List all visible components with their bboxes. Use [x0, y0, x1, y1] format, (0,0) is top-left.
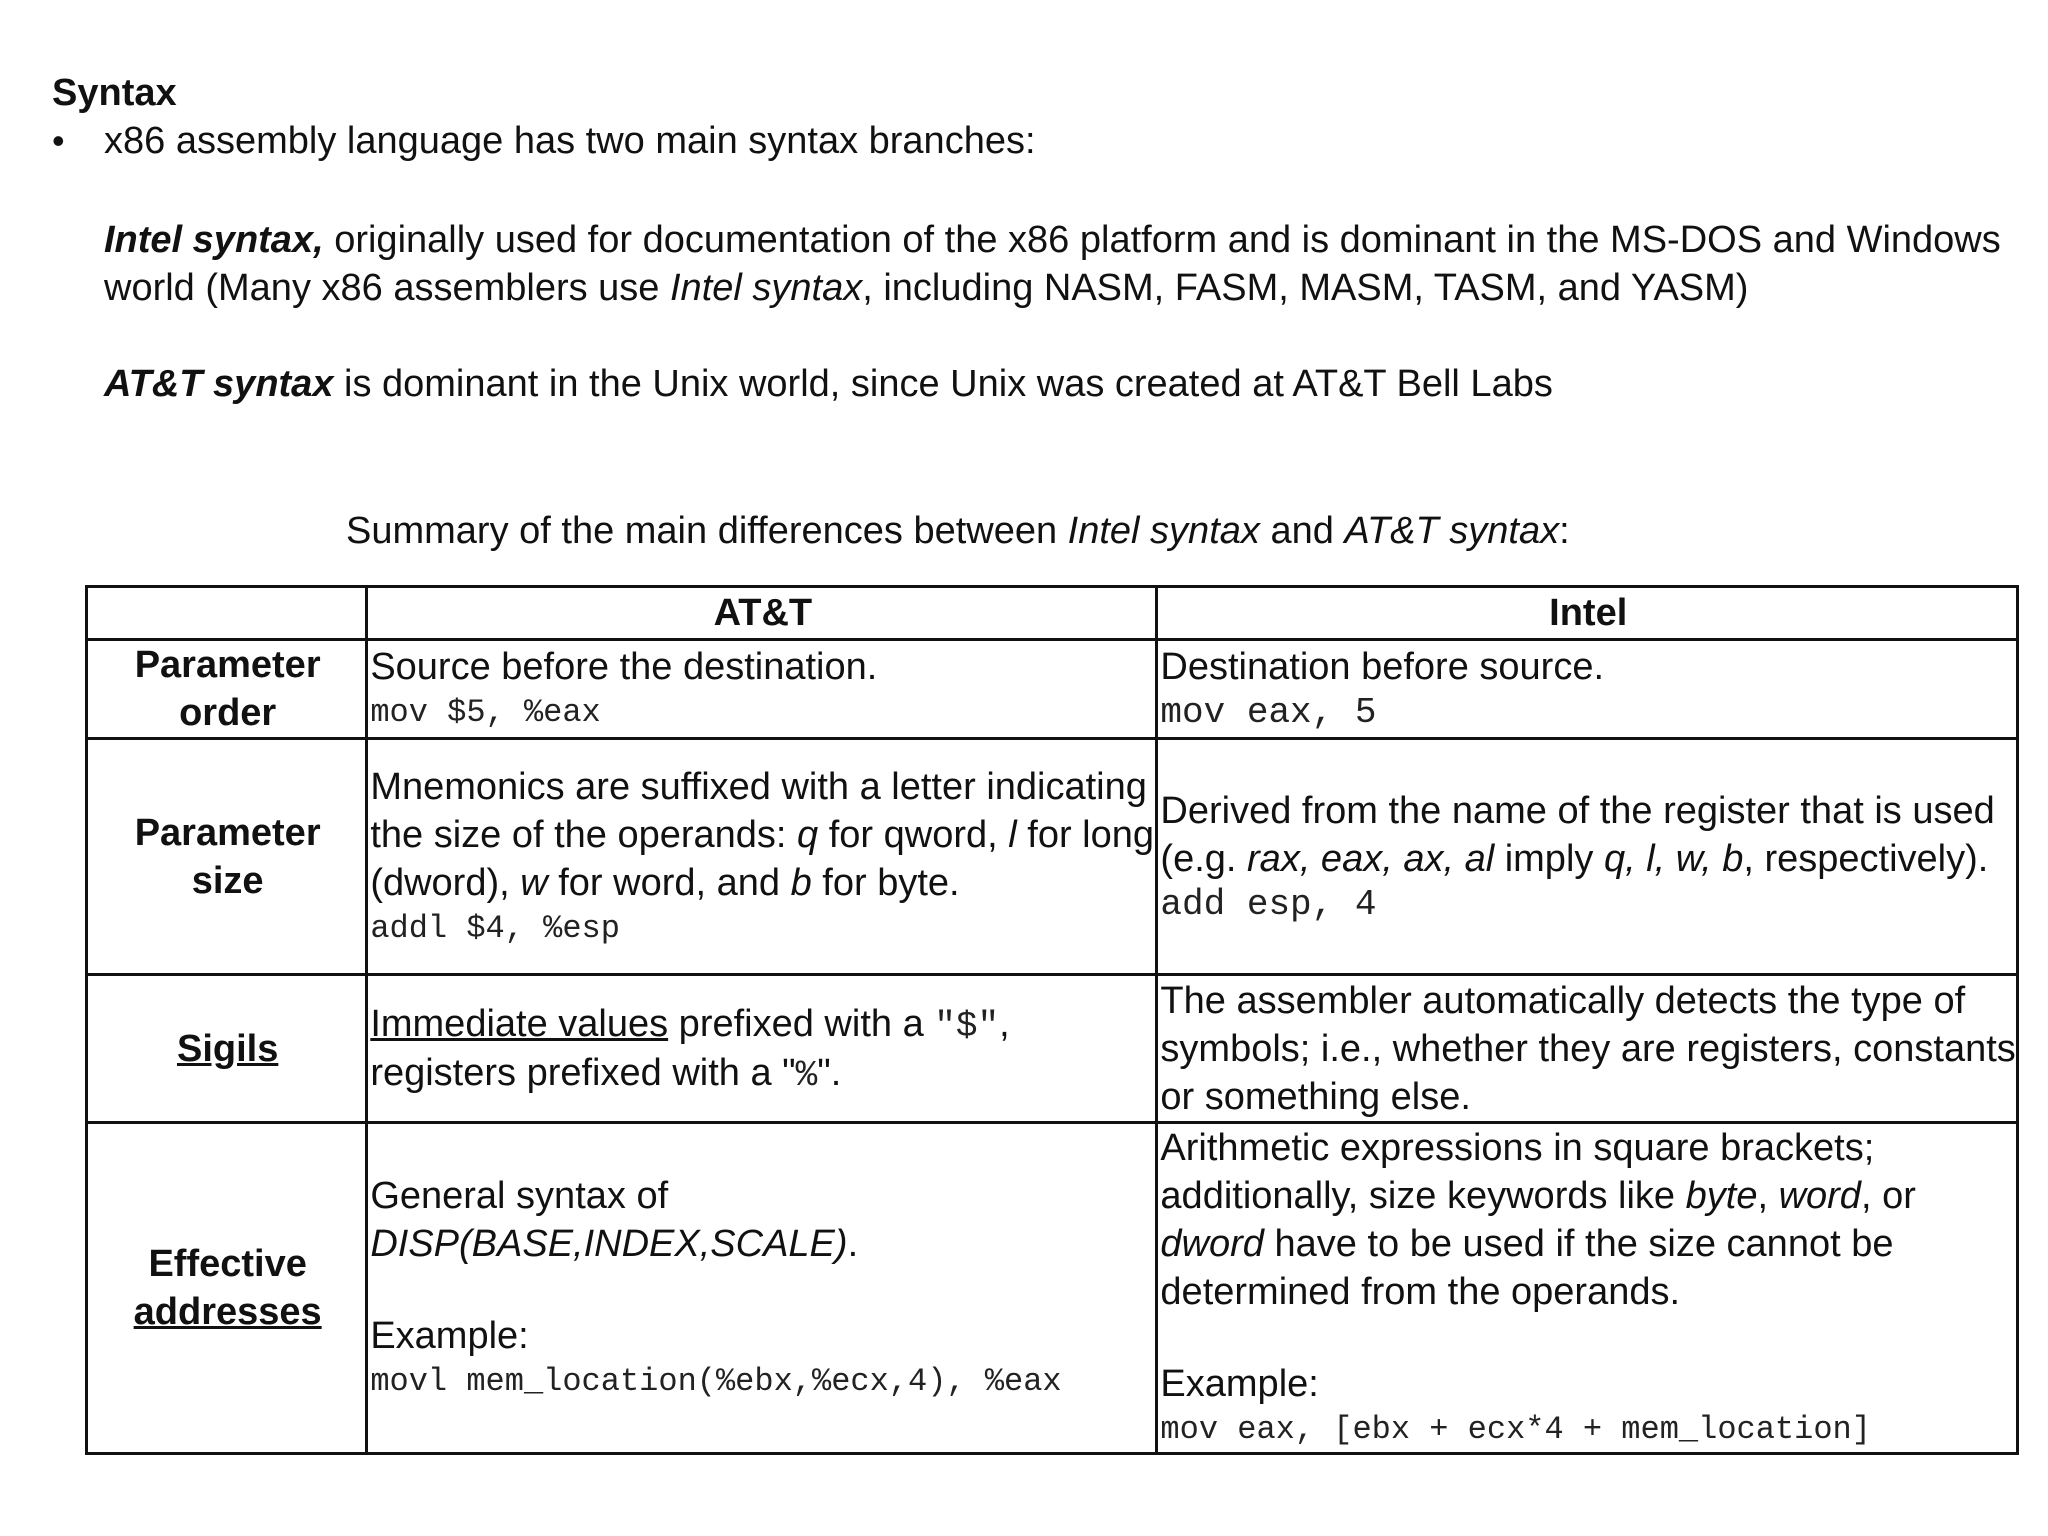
caption-mid: and	[1259, 510, 1345, 552]
att-text: is dominant in the Unix world, since Unix was created at AT&T Bell Labs	[333, 363, 1553, 405]
att-cell	[367, 975, 1157, 1123]
code-sample: mov eax, [ebx + ecx*4 + mem_location]	[1160, 1411, 1871, 1448]
addresses-link[interactable]: addresses	[133, 1291, 322, 1333]
label-line: Parameter	[134, 644, 321, 686]
label-line: Effective	[148, 1243, 307, 1285]
intel-cell	[1157, 640, 2018, 739]
cell-text: Derived from the name of the register that is used (e.g. rax, eax, ax, al imply q, l, w, b, respectively).	[1160, 789, 1995, 880]
cell-text: Arithmetic expressions in square brackets; additionally, size keywords like byte, word, or dword have to be used if the size cannot be determined from the operands.	[1160, 1127, 1916, 1313]
intel-term-italic: Intel syntax	[670, 267, 863, 309]
caption-intel: Intel syntax	[1067, 510, 1260, 552]
bullet-icon: •	[52, 120, 65, 161]
section-heading: Syntax	[52, 72, 177, 114]
table-row	[87, 640, 2018, 739]
code-sample: mov eax, 5	[1160, 692, 1377, 733]
example-label: Example:	[1160, 1363, 1319, 1405]
table-row	[87, 739, 2018, 975]
row-label-parameter-size	[87, 739, 367, 975]
cell-text: Source before the destination.	[370, 646, 878, 688]
cell-text: The assembler automatically detects the type of symbols; i.e., whether they are registers, constants or something else.	[1160, 979, 2016, 1118]
intel-text-b: , including NASM, FASM, MASM, TASM, and YASM)	[862, 267, 1749, 309]
row-label-parameter-order	[87, 640, 367, 739]
cell-text: DISP(BASE,INDEX,SCALE).	[370, 1223, 859, 1265]
example-label: Example:	[370, 1315, 529, 1357]
row-label-sigils[interactable]	[87, 975, 367, 1123]
table-caption	[346, 510, 1570, 553]
code-sample: mov $5, %eax	[370, 694, 601, 731]
intel-term: Intel syntax,	[104, 219, 324, 261]
cell-text: Immediate values prefixed with a "$", registers prefixed with a "%".	[370, 1002, 1010, 1096]
intel-cell	[1157, 739, 2018, 975]
header-att: AT&T	[367, 587, 1157, 640]
caption-prefix: Summary of the main differences between	[346, 510, 1068, 552]
intel-cell	[1157, 1123, 2018, 1454]
row-label-effective-addresses	[87, 1123, 367, 1454]
label-line: Parameter	[134, 811, 321, 854]
sigils-link[interactable]: Sigils	[176, 1027, 279, 1070]
att-cell	[367, 640, 1157, 739]
att-cell	[367, 1123, 1157, 1454]
header-empty-cell	[87, 587, 367, 640]
caption-suffix: :	[1559, 510, 1570, 552]
intel-text-a: originally used for documentation of the x86 platform and is dominant in the MS-DOS and Windows world (Many x86 assemblers use	[104, 219, 2001, 309]
intel-paragraph	[104, 216, 2048, 312]
label-line: order	[179, 692, 277, 734]
label-line: size	[191, 859, 264, 902]
att-cell	[367, 739, 1157, 975]
header-intel: Intel	[1157, 587, 2018, 640]
bullet-text: x86 assembly language has two main syntax branches:	[104, 120, 1036, 162]
cell-text: Mnemonics are suffixed with a letter indicating the size of the operands: q for qword, l for long (dword), w for word, and b for byte.	[370, 765, 1155, 904]
table-row	[87, 1123, 2018, 1454]
comparison-table	[85, 585, 2019, 1455]
caption-att: AT&T syntax	[1344, 510, 1560, 552]
att-term: AT&T syntax	[104, 363, 334, 405]
immediate-values-link[interactable]: Immediate values	[370, 1002, 669, 1045]
att-paragraph	[104, 360, 1553, 408]
code-sample: movl mem_location(%ebx,%ecx,4), %eax	[370, 1363, 1062, 1400]
code-sample: add esp, 4	[1160, 883, 1377, 925]
table-header-row	[87, 587, 2018, 640]
code-sample: addl $4, %esp	[370, 909, 620, 947]
cell-text: Destination before source.	[1160, 646, 1605, 688]
table-row	[87, 975, 2018, 1123]
cell-text: General syntax of	[370, 1175, 669, 1217]
intel-cell	[1157, 975, 2018, 1123]
